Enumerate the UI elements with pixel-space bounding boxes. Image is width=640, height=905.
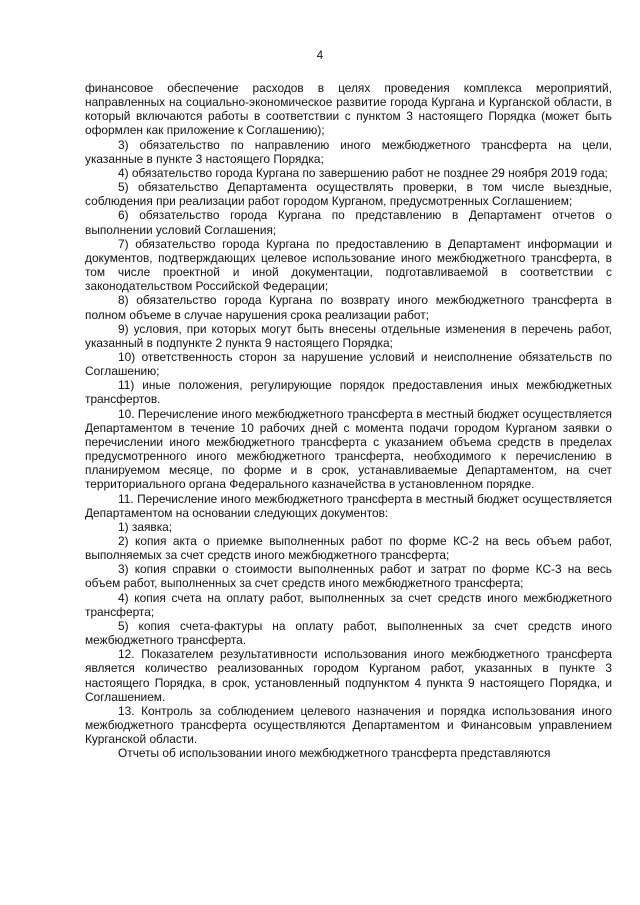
document-body bbox=[85, 81, 612, 761]
paragraph: 7) обязательство города Кургана по предоставлению в Департамент информации и документов, подтверждающих целевое использование иного межбюджетного трансферта, в том числе проектной и иной документации, подготавливаемой в соответствии с законодательством Российской Федерации; bbox=[85, 236, 612, 294]
paragraph: 13. Контроль за соблюдением целевого назначения и порядка использования иного межбюджетного трансферта осуществляются Департаментом и Финансовым управлением Курганской области. bbox=[85, 703, 612, 747]
paragraph: 4) обязательство города Кургана по завершению работ не позднее 29 ноября 2019 года; bbox=[118, 165, 608, 180]
paragraph: 8) обязательство города Кургана по возврату иного межбюджетного трансферта в полном объеме в случае нарушения срока реализации работ; bbox=[85, 293, 612, 322]
paragraph: 10) ответственность сторон за нарушение условий и неисполнение обязательств по Соглашению; bbox=[85, 349, 612, 379]
paragraph: 11. Перечисление иного межбюджетного трансферта в местный бюджет осуществляется Департаментом на основании следующих документов: bbox=[85, 491, 612, 520]
paragraph: 10. Перечисление иного межбюджетного трансферта в местный бюджет осуществляется Департаментом в течение 10 рабочих дней с момента подачи городом Курганом заявки о перечислении иного межбюджетного трансферта с указанием объема средств в пределах предусмотренного иного межбюджетного трансферта, необходимого к перечислению в планируемом месяце, по форме и в срок, устанавливаемые Департаментом, на счет территориального органа Федерального казначейства в установленном порядке. bbox=[85, 406, 612, 492]
paragraph: 3) копия справки о стоимости выполненных работ и затрат по форме КС-3 на весь объем работ, выполненных за счет средств иного межбюджетного трансферта; bbox=[85, 562, 612, 591]
paragraph: 3) обязательство по направлению иного межбюджетного трансферта на цели, указанные в пункте 3 настоящего Порядка; bbox=[85, 137, 612, 166]
paragraph: 11) иные положения, регулирующие порядок предоставления иных межбюджетных трансфертов. bbox=[85, 378, 612, 407]
paragraph: 6) обязательство города Кургана по представлению в Департамент отчетов о выполнении условий Соглашения; bbox=[85, 208, 612, 237]
paragraph: Отчеты об использовании иного межбюджетного трансферта представляются bbox=[118, 746, 551, 761]
page-number: 4 bbox=[316, 50, 324, 62]
paragraph: 5) копия счета-фактуры на оплату работ, выполненных за счет средств иного межбюджетного трансферта. bbox=[85, 618, 612, 648]
paragraph: 5) обязательство Департамента осуществлять проверки, в том числе выездные, соблюдения при реализации работ городом Курганом, предусмотренных Соглашением; bbox=[85, 180, 612, 209]
paragraph: 12. Показателем результативности использования иного межбюджетного трансферта является количество реализованных городом Курганом работ, указанных в пункте 3 настоящего Порядка, в срок, установленный подпунктом 4 пункта 9 настоящего Порядка, и Соглашением. bbox=[85, 647, 612, 704]
paragraph: 2) копия акта о приемке выполненных работ по форме КС-2 на весь объем работ, выполняемых за счет средств иного межбюджетного трансферта; bbox=[85, 534, 612, 563]
paragraph: 1) заявка; bbox=[118, 519, 173, 534]
paragraph: 4) копия счета на оплату работ, выполненных за счет средств иного межбюджетного трансферта; bbox=[85, 590, 612, 619]
paragraph: финансовое обеспечение расходов в целях проведения комплекса мероприятий, направленных на социально-экономическое развитие города Кургана и Курганской области, в который включаются работы в соответствии с пунктом 3 настоящего Порядка (может быть оформлен как приложение к Соглашению); bbox=[85, 81, 612, 138]
paragraph: 9) условия, при которых могут быть внесены отдельные изменения в перечень работ, указанный в подпункте 2 пункта 9 настоящего Порядка; bbox=[85, 321, 612, 350]
